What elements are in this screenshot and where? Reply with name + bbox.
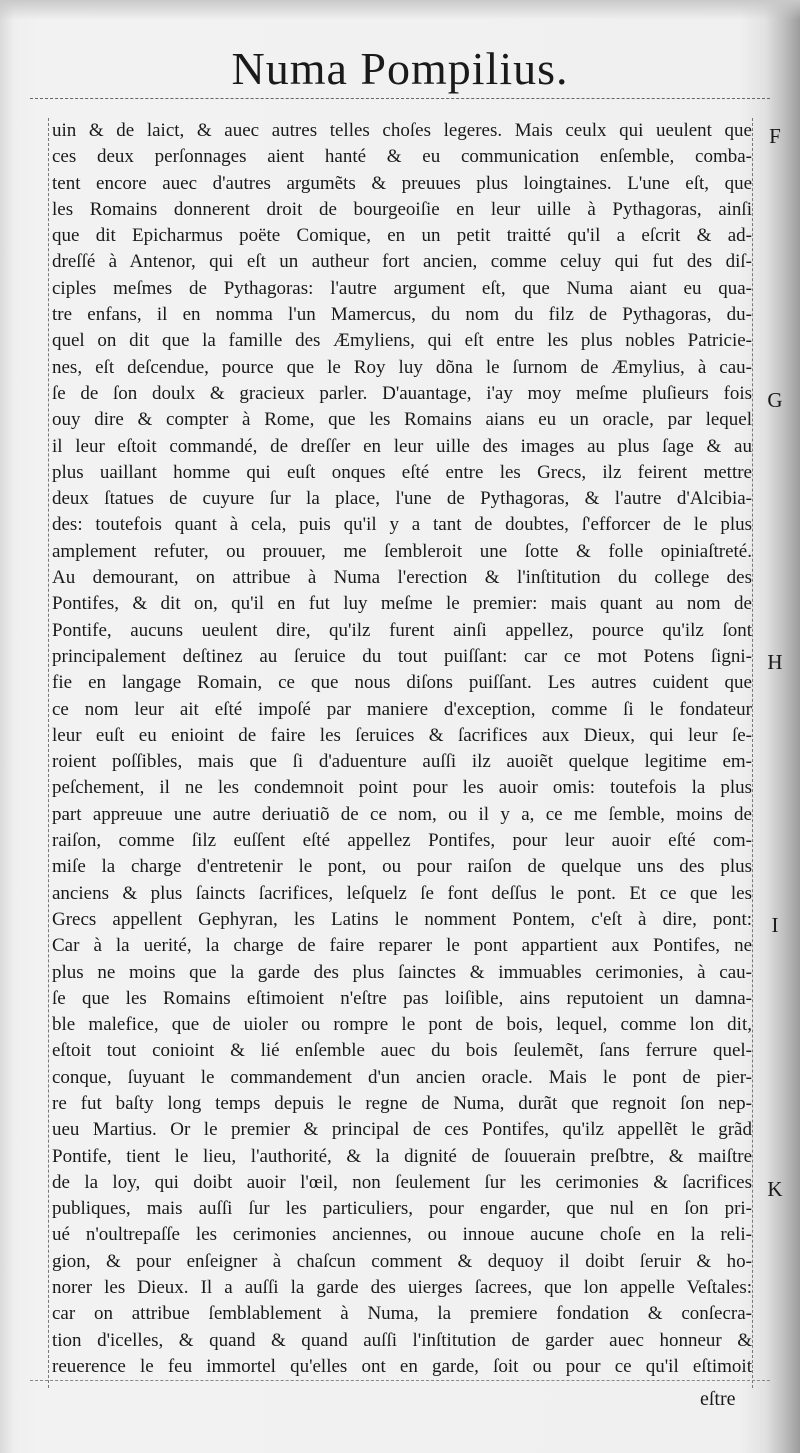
text-line: les Romains donnerent droit de bourgeoiſie en leur uille à Pythagoras, ainſi	[52, 198, 752, 220]
text-line: peſchement, il ne les condemnoit point pour les auoir omis: toutefois la plus	[52, 777, 752, 799]
text-line: plus uaillant homme qui euſt onques eſté entre les Grecs, ilz feirent mettre	[52, 461, 752, 483]
text-line: tre enfans, il en nomma l'un Mamercus, du nom du filz de Pythagoras, du-	[52, 304, 752, 326]
text-line: ce nom leur ait eſté impoſé par maniere d'exception, comme ſi le fondateur	[52, 698, 752, 720]
margin-letter-f: F	[769, 124, 781, 148]
body-text	[52, 118, 752, 1380]
text-line: que dit Epicharmus poëte Comique, en un petit traitté qu'il a eſcrit & ad-	[52, 225, 752, 247]
text-line: uin & de laict, & auec autres telles choſes legeres. Mais ceulx qui ueulent que	[52, 120, 752, 141]
text-line: ces deux perſonnages aient hanté & eu communication enſemble, comba-	[52, 146, 752, 168]
text-line: tent encore auec d'autres argumẽts & preuues plus loingtaines. L'une eſt, que	[52, 172, 752, 194]
text-line: plus ne moins que la garde des plus ſainctes & immuables cerimonies, à cau-	[52, 961, 752, 983]
text-line: ué n'oultrepaſſe les cerimonies anciennes, ou innoue aucune choſe en la reli-	[52, 1224, 752, 1246]
text-line: nes, eſt deſcendue, pource que le Roy luy dõna le ſurnom de Æmylius, à cau-	[52, 356, 752, 378]
text-line: ſe de ſon doulx & gracieux parler. D'auantage, i'ay moy meſme pluſieurs fois	[52, 382, 752, 404]
text-line: anciens & plus ſaincts ſacrifices, leſquelz ſe font deſſus le pont. Et ce que les	[52, 882, 752, 904]
text-line: miſe la charge d'entretenir le pont, ou pour raiſon de quelque uns des plus	[52, 856, 752, 878]
text-line: Grecs appellent Gephyran, les Latins le nomment Pontem, c'eſt à dire, pont:	[52, 908, 752, 930]
running-head: Numa Pompilius.	[231, 43, 569, 94]
text-line: roient poſſibles, mais que ſi d'aduenture auſſi ilz auoiẽt quelque legitime em-	[52, 751, 752, 773]
text-line: il leur eſtoit commandé, de dreſſer en leur uille des images au plus ſage & au	[52, 435, 752, 457]
text-line: principalement deſtinez au ſeruice du tout puiſſant: car ce mot Potens ſigni-	[52, 645, 752, 667]
text-line: amplement refuter, ou prouuer, me ſembleroit une ſotte & folle opiniaſtreté.	[52, 540, 752, 562]
text-line: leur euſt eu enioint de faire les ſeruices & ſacrifices aux Dieux, qui leur ſe-	[52, 724, 752, 746]
text-line: ueu Martius. Or le premier & principal de ces Pontifes, qu'ilz appellẽt le grãd	[52, 1119, 752, 1141]
text-line: re fut baſty long temps depuis le regne de Numa, durãt que regnoit ſon nep-	[52, 1092, 752, 1114]
text-line: quel on dit que la famille des Æmyliens, qui eſt entre les plus nobles Patricie-	[52, 330, 752, 352]
text-line: norer les Dieux. Il a auſſi la garde des uierges ſacrees, que lon appelle Veſtales:	[52, 1277, 752, 1299]
right-rule	[752, 118, 753, 1388]
text-line: Au demourant, on attribue à Numa l'erection & l'inſtitution du college des	[52, 567, 752, 589]
text-line: Car à la uerité, la charge de faire reparer le pont appartient aux Pontifes, ne	[52, 935, 752, 957]
text-line: ciples meſmes de Pythagoras: l'autre argument eſt, que Numa aiant eu qua-	[52, 277, 752, 299]
text-line: part appreuue une autre deriuatiõ de ce nom, ou il y a, ce me ſemble, moins de	[52, 803, 752, 825]
margin-letter-i: I	[771, 913, 779, 937]
bottom-rule	[30, 1380, 770, 1381]
text-line: conque, ſuyuant le commandement d'un ancien oracle. Mais le pont de pier-	[52, 1066, 752, 1088]
margin-letter-k: K	[767, 1177, 783, 1201]
text-line: de la loy, qui doibt auoir l'œil, non ſeulement ſur les cerimonies & ſacrifices	[52, 1171, 752, 1193]
left-rule	[48, 118, 49, 1388]
text-line: ouy dire & compter à Rome, que les Romains aians eu un oracle, par lequel	[52, 409, 752, 431]
text-line: raiſon, comme ſilz euſſent eſté appellez Pontifes, pour leur auoir eſté com-	[52, 830, 752, 852]
margin-letter-g: G	[767, 388, 783, 412]
margin-letter-h: H	[767, 650, 783, 674]
catchword: eſtre	[700, 1388, 736, 1410]
text-line: tion d'icelles, & quand & quand auſſi l'inſtitution de garder auec honneur &	[52, 1329, 752, 1351]
text-line: Pontife, aucuns ueulent dire, qu'ilz furent ainſi appellez, pource qu'ilz ſont	[52, 619, 752, 641]
text-line: dreſſé à Antenor, qui eſt un autheur fort ancien, comme celuy qui fut des diſ-	[52, 251, 752, 273]
text-line: deux ſtatues de cuyure ſur la place, l'une de Pythagoras, & l'autre d'Alcibia-	[52, 488, 752, 510]
text-line: ſe que les Romains eſtimoient n'eſtre pas loiſible, ains reputoient un damna-	[52, 987, 752, 1009]
top-shadow	[0, 0, 800, 20]
text-line: reuerence le feu immortel qu'elles ont en garde, ſoit ou pour ce qu'il eſtimoit	[52, 1355, 752, 1377]
text-line: eſtoit tout conioint & lié enſemble auec du bois ſeulemẽt, ſans ferrure quel-	[52, 1040, 752, 1062]
text-line: des: toutefois quant à cela, puis qu'il y a tant de doubtes, ſ'efforcer de le plus	[52, 514, 752, 536]
text-line: fie en langage Romain, ce que nous diſons puiſſant. Les autres cuident que	[52, 672, 752, 694]
text-line: Pontifes, & dit on, qu'il en fut luy meſme le premier: mais quant au nom de	[52, 593, 752, 615]
text-line: publiques, mais auſſi ſur les particuliers, pour engarder, que nul en ſon pri-	[52, 1198, 752, 1220]
text-line: Pontife, tient le lieu, l'authorité, & la dignité de ſouuerain preſbtre, & maiſtre	[52, 1145, 752, 1167]
text-line: gion, & pour enſeigner à chaſcun comment & dequoy il doibt ſeruir & ho-	[52, 1250, 752, 1272]
text-line: ble malefice, que de uioler ou rompre le pont de bois, lequel, comme lon dit,	[52, 1014, 752, 1036]
text-line: car on attribue ſemblablement à Numa, la premiere fondation & conſecra-	[52, 1303, 752, 1325]
top-rule	[30, 98, 770, 99]
